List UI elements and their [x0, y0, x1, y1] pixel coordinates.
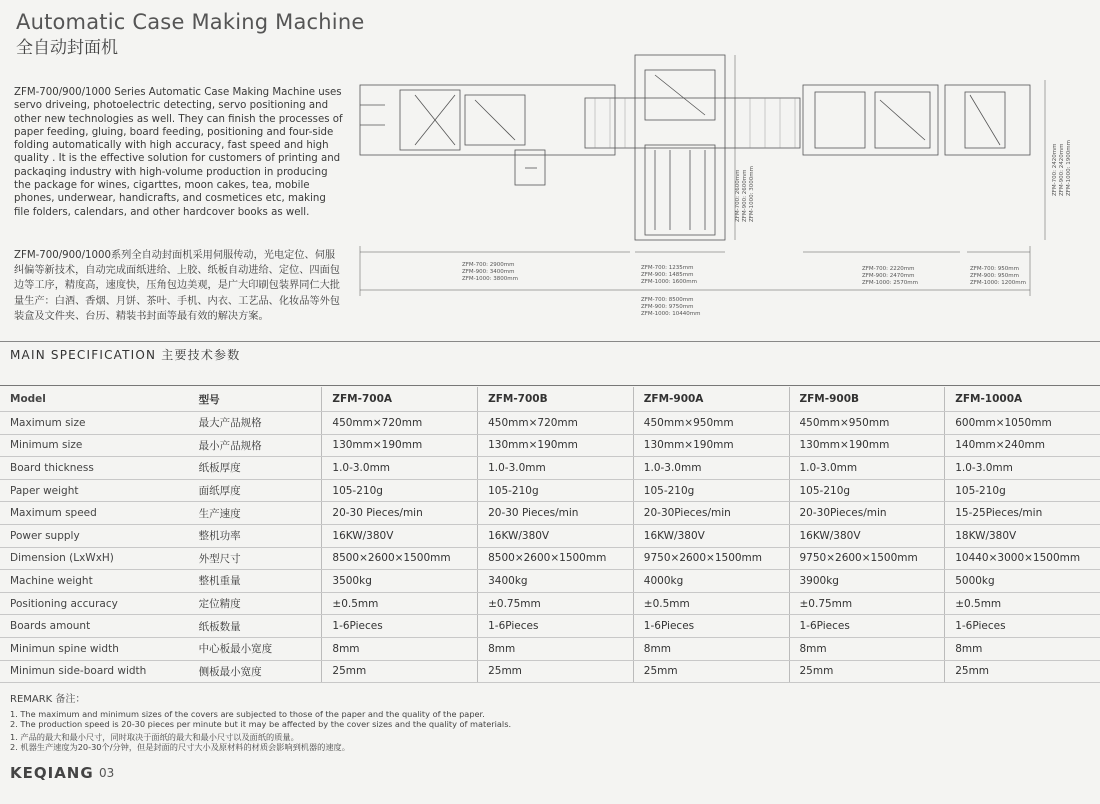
spec-label-cn: 纸板数量 — [189, 615, 322, 638]
spec-label-cn: 最大产品规格 — [189, 412, 322, 435]
header-cell: ZFM-900B — [789, 387, 945, 412]
page-title: Automatic Case Making Machine — [16, 10, 365, 34]
spec-value: 1-6Pieces — [478, 615, 634, 638]
spec-label-cn: 侧板最小宽度 — [189, 660, 322, 683]
spec-value: 130mm×190mm — [322, 434, 478, 457]
dim-label-2: ZFM-700: 1235mm ZFM-900: 1485mm ZFM-1000: 1600mm — [641, 265, 697, 285]
table-row — [0, 434, 1100, 457]
header-cell: ZFM-1000A — [945, 387, 1100, 412]
dim-label-1: ZFM-700: 2900mm ZFM-900: 3400mm ZFM-1000: 3800mm — [462, 262, 518, 282]
spec-value: 16KW/380V — [633, 524, 789, 547]
spec-label: Maximum speed — [0, 502, 189, 525]
spec-value: 25mm — [478, 660, 634, 683]
page-number: 03 — [99, 766, 115, 780]
spec-label-cn: 纸板厚度 — [189, 457, 322, 480]
spec-value: 3400kg — [478, 570, 634, 593]
spec-value: 8mm — [322, 637, 478, 660]
spec-value: ±0.5mm — [633, 592, 789, 615]
spec-value: 1-6Pieces — [322, 615, 478, 638]
spec-value: 3500kg — [322, 570, 478, 593]
spec-label: Power supply — [0, 524, 189, 547]
spec-value: 18KW/380V — [945, 524, 1100, 547]
table-row — [0, 479, 1100, 502]
spec-label: Maximum size — [0, 412, 189, 435]
spec-value: 130mm×190mm — [633, 434, 789, 457]
spec-value: 8mm — [633, 637, 789, 660]
spec-label: Machine weight — [0, 570, 189, 593]
spec-value: 105-210g — [789, 479, 945, 502]
table-row — [0, 502, 1100, 525]
spec-value: ±0.75mm — [478, 592, 634, 615]
spec-value: ±0.5mm — [945, 592, 1100, 615]
spec-value: ±0.5mm — [322, 592, 478, 615]
spec-value: 9750×2600×1500mm — [789, 547, 945, 570]
spec-value: 25mm — [945, 660, 1100, 683]
spec-label-cn: 中心板最小宽度 — [189, 637, 322, 660]
spec-value: 20-30Pieces/min — [789, 502, 945, 525]
intro-text-en: ZFM-700/900/1000 Series Automatic Case Making Machine uses servo driveing, photoelectric detecting, servo positioning and other new technologies as well. They can finish the processes of paper feeding, gluing, board feeding, positioning and four-side folding automatically with high accuracy, fast speed and high quality . It is the effective solution for customers of printing and packaqing industry with high-volume production in producing the package for wines, cigarttes, moon cakes, tea, mobile phones, underwear, handicrafts, and cosmetices etc, making file folders, calendars, and other hardcover books as well. — [14, 87, 343, 218]
spec-value: 450mm×950mm — [789, 412, 945, 435]
spec-value: 25mm — [322, 660, 478, 683]
spec-value: 450mm×720mm — [478, 412, 634, 435]
table-row — [0, 412, 1100, 435]
spec-label-cn: 最小产品规格 — [189, 434, 322, 457]
spec-value: 4000kg — [633, 570, 789, 593]
table-row — [0, 570, 1100, 593]
section-divider — [0, 341, 1100, 342]
table-row — [0, 660, 1100, 683]
spec-label: Minimum size — [0, 434, 189, 457]
spec-value: 15-25Pieces/min — [945, 502, 1100, 525]
spec-value: 16KW/380V — [789, 524, 945, 547]
spec-value: 16KW/380V — [322, 524, 478, 547]
spec-label-cn: 整机重量 — [189, 570, 322, 593]
spec-value: 1-6Pieces — [945, 615, 1100, 638]
spec-value: 5000kg — [945, 570, 1100, 593]
spec-table — [0, 387, 1100, 683]
spec-label: Board thickness — [0, 457, 189, 480]
spec-value: 1.0-3.0mm — [789, 457, 945, 480]
spec-value: 105-210g — [478, 479, 634, 502]
spec-value: 3900kg — [789, 570, 945, 593]
intro-text-cn: ZFM-700/900/1000系列全自动封面机采用伺服传动，光电定位、伺服纠偏等新技术，自动完成面纸进给、上胶、纸板自动进给、定位、四面包边等工序，精度高，速度快，压角包边美观，是广大印刷包装界同仁大批量生产：白酒、香烟、月饼、茶叶、手机、内衣、工艺品、化妆品等外包装盒及文件夹、台历、精装书封面等最有效的解决方案。 — [14, 250, 340, 322]
dim-label-4: ZFM-700: 950mm ZFM-900: 950mm ZFM-1000: 1200mm — [970, 266, 1026, 286]
table-top-rule — [0, 385, 1100, 386]
spec-value: 105-210g — [945, 479, 1100, 502]
spec-value: ±0.75mm — [789, 592, 945, 615]
header-cell: ZFM-900A — [633, 387, 789, 412]
spec-value: 20-30 Pieces/min — [478, 502, 634, 525]
spec-value: 1-6Pieces — [633, 615, 789, 638]
spec-value: 130mm×190mm — [789, 434, 945, 457]
table-row — [0, 547, 1100, 570]
spec-value: 105-210g — [322, 479, 478, 502]
remark-line: 1. 产品的最大和最小尺寸，同时取决于面纸的最大和最小尺寸以及面纸的质量。 — [10, 732, 299, 742]
dim-label-3: ZFM-700: 2220mm ZFM-900: 2470mm ZFM-1000: 2570mm — [862, 266, 918, 286]
spec-value: 25mm — [633, 660, 789, 683]
spec-value: 600mm×1050mm — [945, 412, 1100, 435]
table-row — [0, 457, 1100, 480]
table-row — [0, 637, 1100, 660]
remark-line: 2. 机器生产速度为20-30个/分钟，但是封面的尺寸大小及原材料的材质会影响到机器的速度。 — [10, 742, 350, 752]
spec-label-cn: 外型尺寸 — [189, 547, 322, 570]
spec-value: 20-30Pieces/min — [633, 502, 789, 525]
brand-logo: KEQIANG — [10, 764, 94, 782]
table-header-row — [0, 387, 1100, 412]
spec-value: 130mm×190mm — [478, 434, 634, 457]
spec-label-cn: 定位精度 — [189, 592, 322, 615]
spec-label: Paper weight — [0, 479, 189, 502]
spec-value: 105-210g — [633, 479, 789, 502]
machine-layout-drawing — [355, 50, 1095, 340]
spec-value: 1-6Pieces — [789, 615, 945, 638]
spec-value: 10440×3000×1500mm — [945, 547, 1100, 570]
dim-label-height-1: ZFM-700: 2600mm ZFM-900: 2600mm ZFM-1000: 3000mm — [735, 166, 755, 222]
remark-line: 1. The maximum and minimum sizes of the covers are subjected to those of the paper and the quality of the paper. — [10, 709, 485, 719]
spec-value: 450mm×950mm — [633, 412, 789, 435]
spec-value: 8mm — [945, 637, 1100, 660]
table-row — [0, 615, 1100, 638]
spec-value: 16KW/380V — [478, 524, 634, 547]
spec-label-cn: 面纸厚度 — [189, 479, 322, 502]
remark-line: 2. The production speed is 20-30 pieces per minute but it may be affected by the cover sizes and the quality of materials. — [10, 719, 512, 729]
header-cell: Model — [0, 387, 189, 412]
spec-value: 8500×2600×1500mm — [478, 547, 634, 570]
spec-label: Dimension (LxWxH) — [0, 547, 189, 570]
spec-value: 25mm — [789, 660, 945, 683]
spec-label: Minimun spine width — [0, 637, 189, 660]
table-row — [0, 592, 1100, 615]
spec-value: 140mm×240mm — [945, 434, 1100, 457]
spec-value: 1.0-3.0mm — [945, 457, 1100, 480]
spec-label-cn: 整机功率 — [189, 524, 322, 547]
remark-title: REMARK 备注： — [10, 694, 86, 705]
page-title-cn: 全自动封面机 — [16, 38, 118, 58]
spec-value: 9750×2600×1500mm — [633, 547, 789, 570]
dim-label-total: ZFM-700: 8500mm ZFM-900: 9750mm ZFM-1000: 10440mm — [641, 297, 701, 317]
spec-label-cn: 生产速度 — [189, 502, 322, 525]
spec-value: 8500×2600×1500mm — [322, 547, 478, 570]
spec-value: 1.0-3.0mm — [633, 457, 789, 480]
header-cell: ZFM-700B — [478, 387, 634, 412]
dim-label-height-2: ZFM-700: 2420mm ZFM-900: 2420mm ZFM-1000: 1900mm — [1052, 140, 1072, 196]
spec-value: 20-30 Pieces/min — [322, 502, 478, 525]
spec-value: 8mm — [478, 637, 634, 660]
spec-value: 1.0-3.0mm — [322, 457, 478, 480]
table-row — [0, 524, 1100, 547]
spec-label: Positioning accuracy — [0, 592, 189, 615]
spec-label: Boards amount — [0, 615, 189, 638]
section-title: MAIN SPECIFICATION 主要技术参数 — [10, 348, 241, 362]
spec-value: 1.0-3.0mm — [478, 457, 634, 480]
header-cell: 型号 — [189, 387, 322, 412]
spec-value: 8mm — [789, 637, 945, 660]
spec-label: Minimun side-board width — [0, 660, 189, 683]
spec-value: 450mm×720mm — [322, 412, 478, 435]
header-cell: ZFM-700A — [322, 387, 478, 412]
